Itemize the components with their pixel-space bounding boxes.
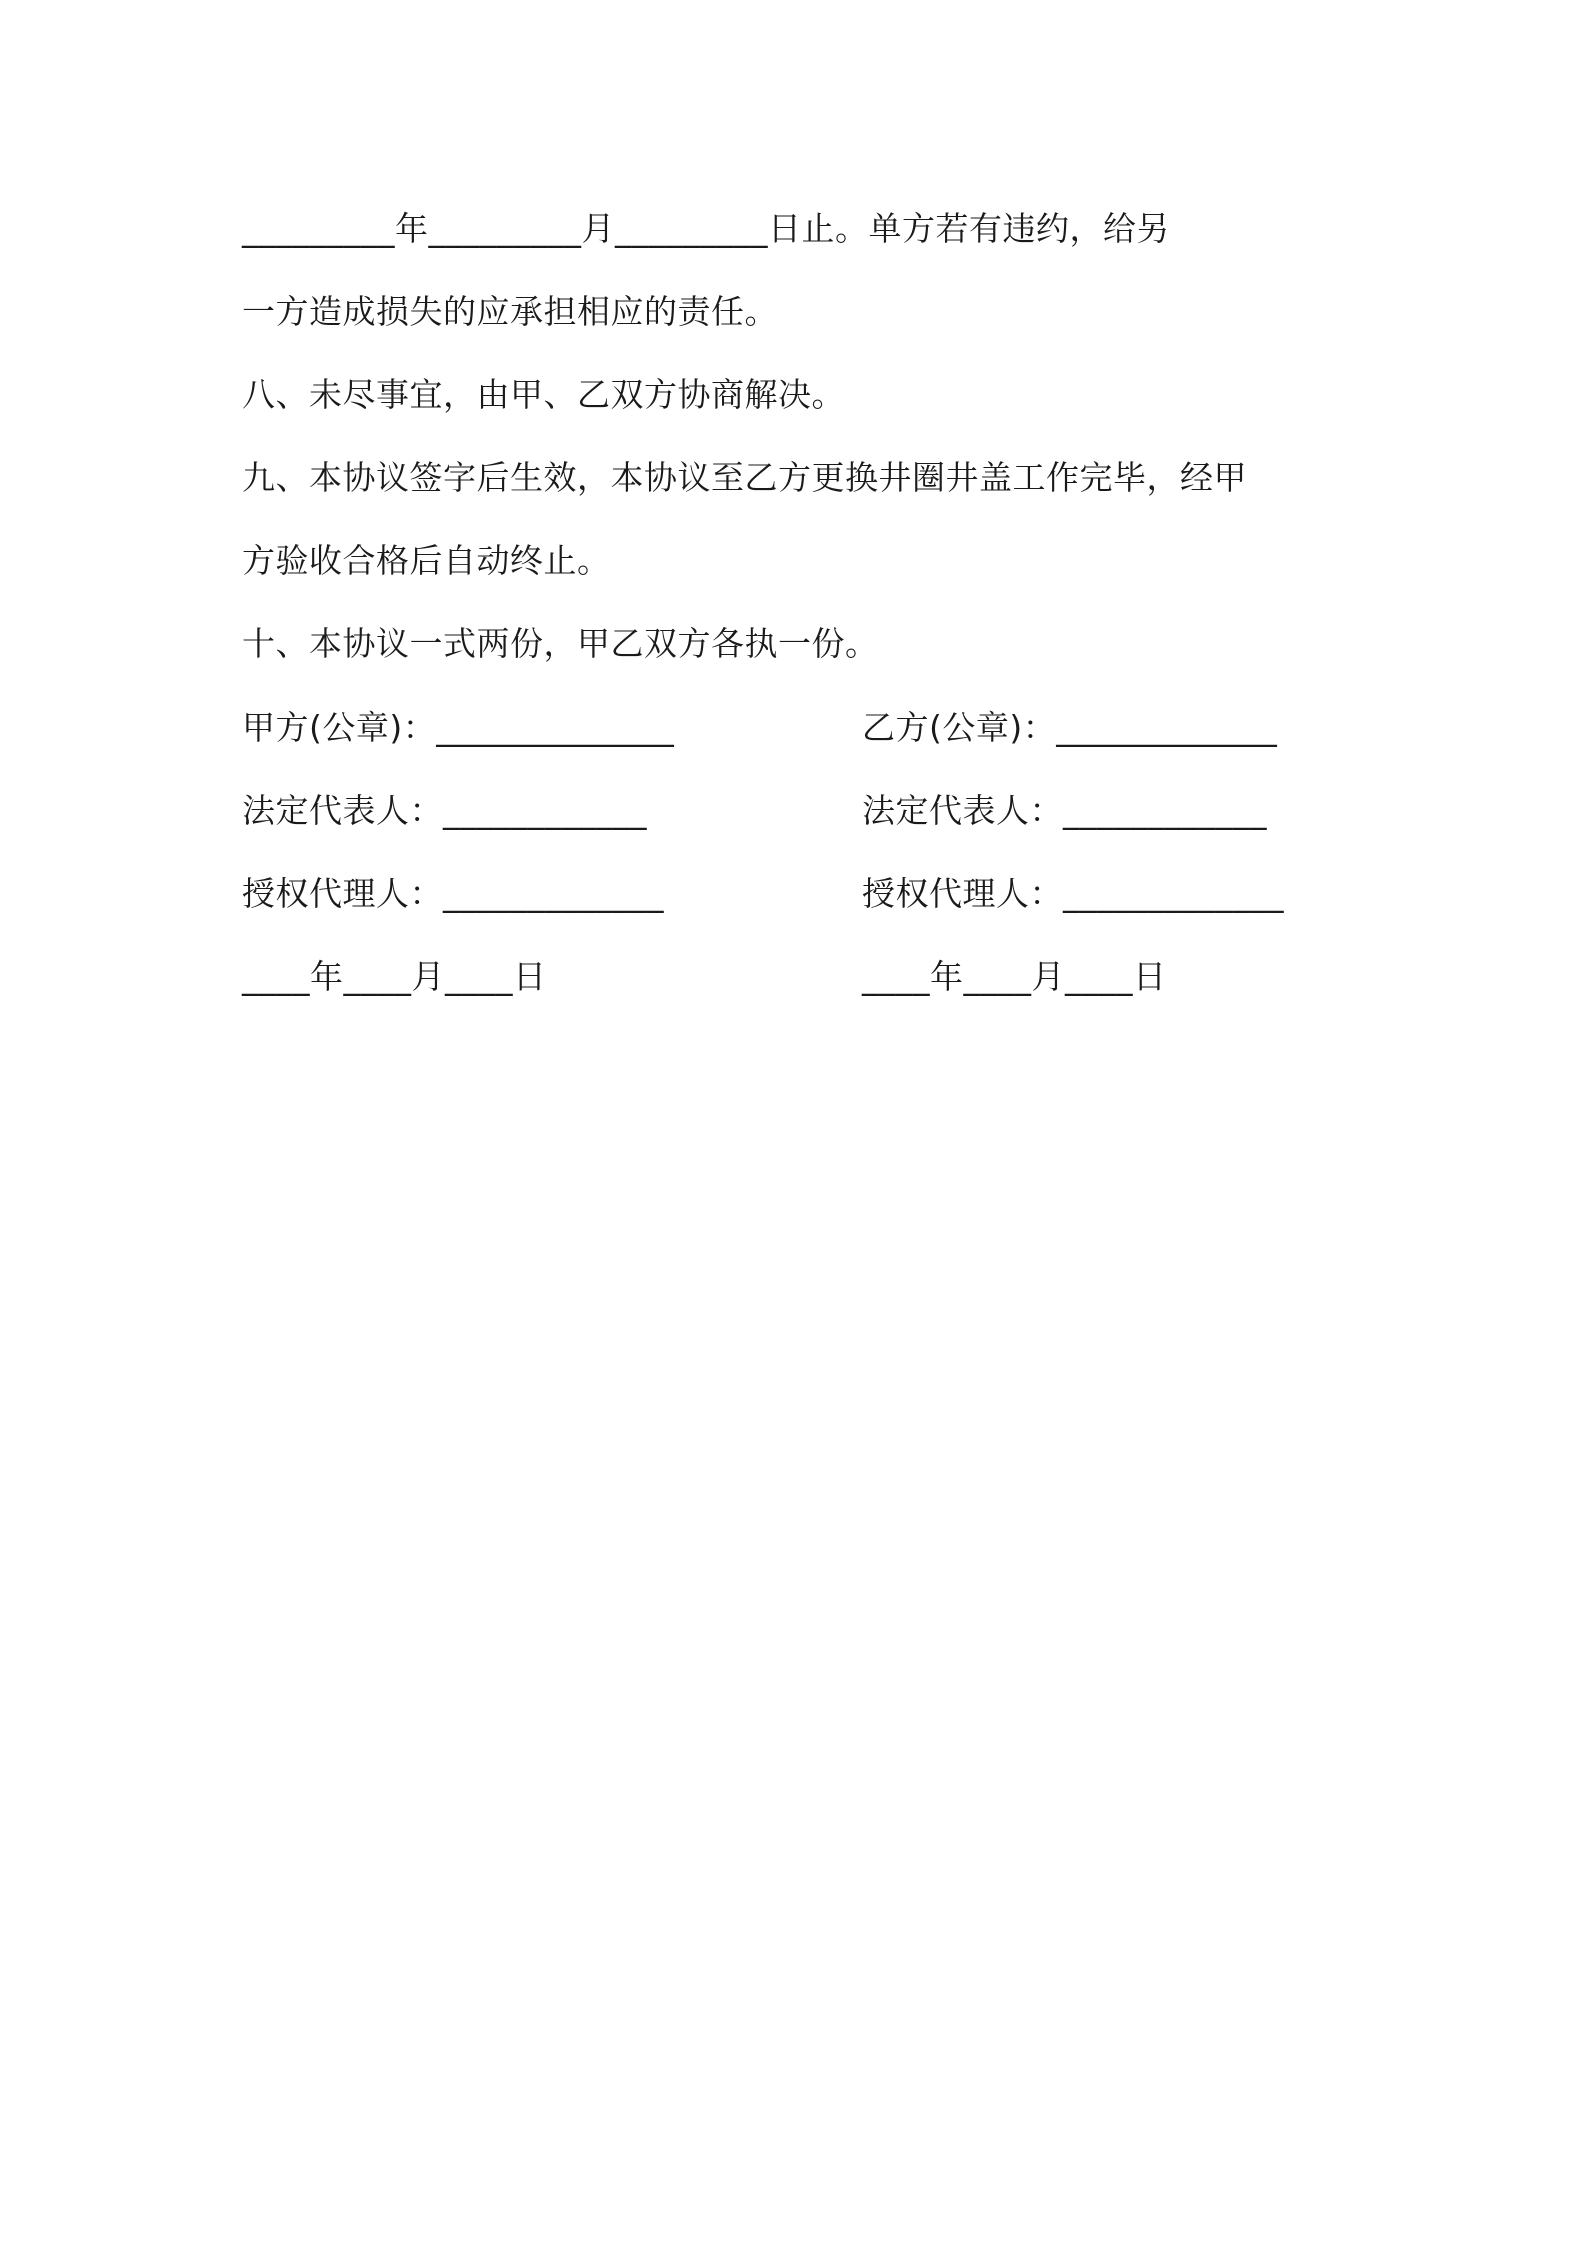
signature-row-seal — [0, 706, 1586, 750]
party-b-seal-field: 乙方(公章)：_____________ — [862, 708, 1278, 747]
party-a-seal-field: 甲方(公章)：______________ — [242, 708, 675, 747]
party-a-date-field: ____年____月____日 — [242, 957, 547, 996]
clause-ten: 十、本协议一式两份，甲乙双方各执一份。 — [242, 624, 879, 663]
party-b-date-field: ____年____月____日 — [862, 957, 1167, 996]
clause-nine: 九、本协议签字后生效，本协议至乙方更换井圈井盖工作完毕，经甲 — [242, 458, 1247, 497]
signature-row-agent — [0, 872, 1586, 916]
paragraph-term-end-date: _________年_________月_________日止。单方若有违约，给另 — [242, 209, 1170, 248]
signature-row-legal-rep — [0, 789, 1586, 833]
party-b-legal-rep-field: 法定代表人：____________ — [862, 791, 1267, 830]
party-a-legal-rep-field: 法定代表人：____________ — [242, 791, 647, 830]
party-b-agent-field: 授权代理人：_____________ — [862, 874, 1284, 913]
paragraph-liability: 一方造成损失的应承担相应的责任。 — [242, 292, 778, 331]
clause-nine-continued: 方验收合格后自动终止。 — [242, 541, 611, 580]
clause-eight: 八、未尽事宜，由甲、乙双方协商解决。 — [242, 375, 845, 414]
signature-row-date — [0, 955, 1586, 999]
party-a-agent-field: 授权代理人：_____________ — [242, 874, 664, 913]
